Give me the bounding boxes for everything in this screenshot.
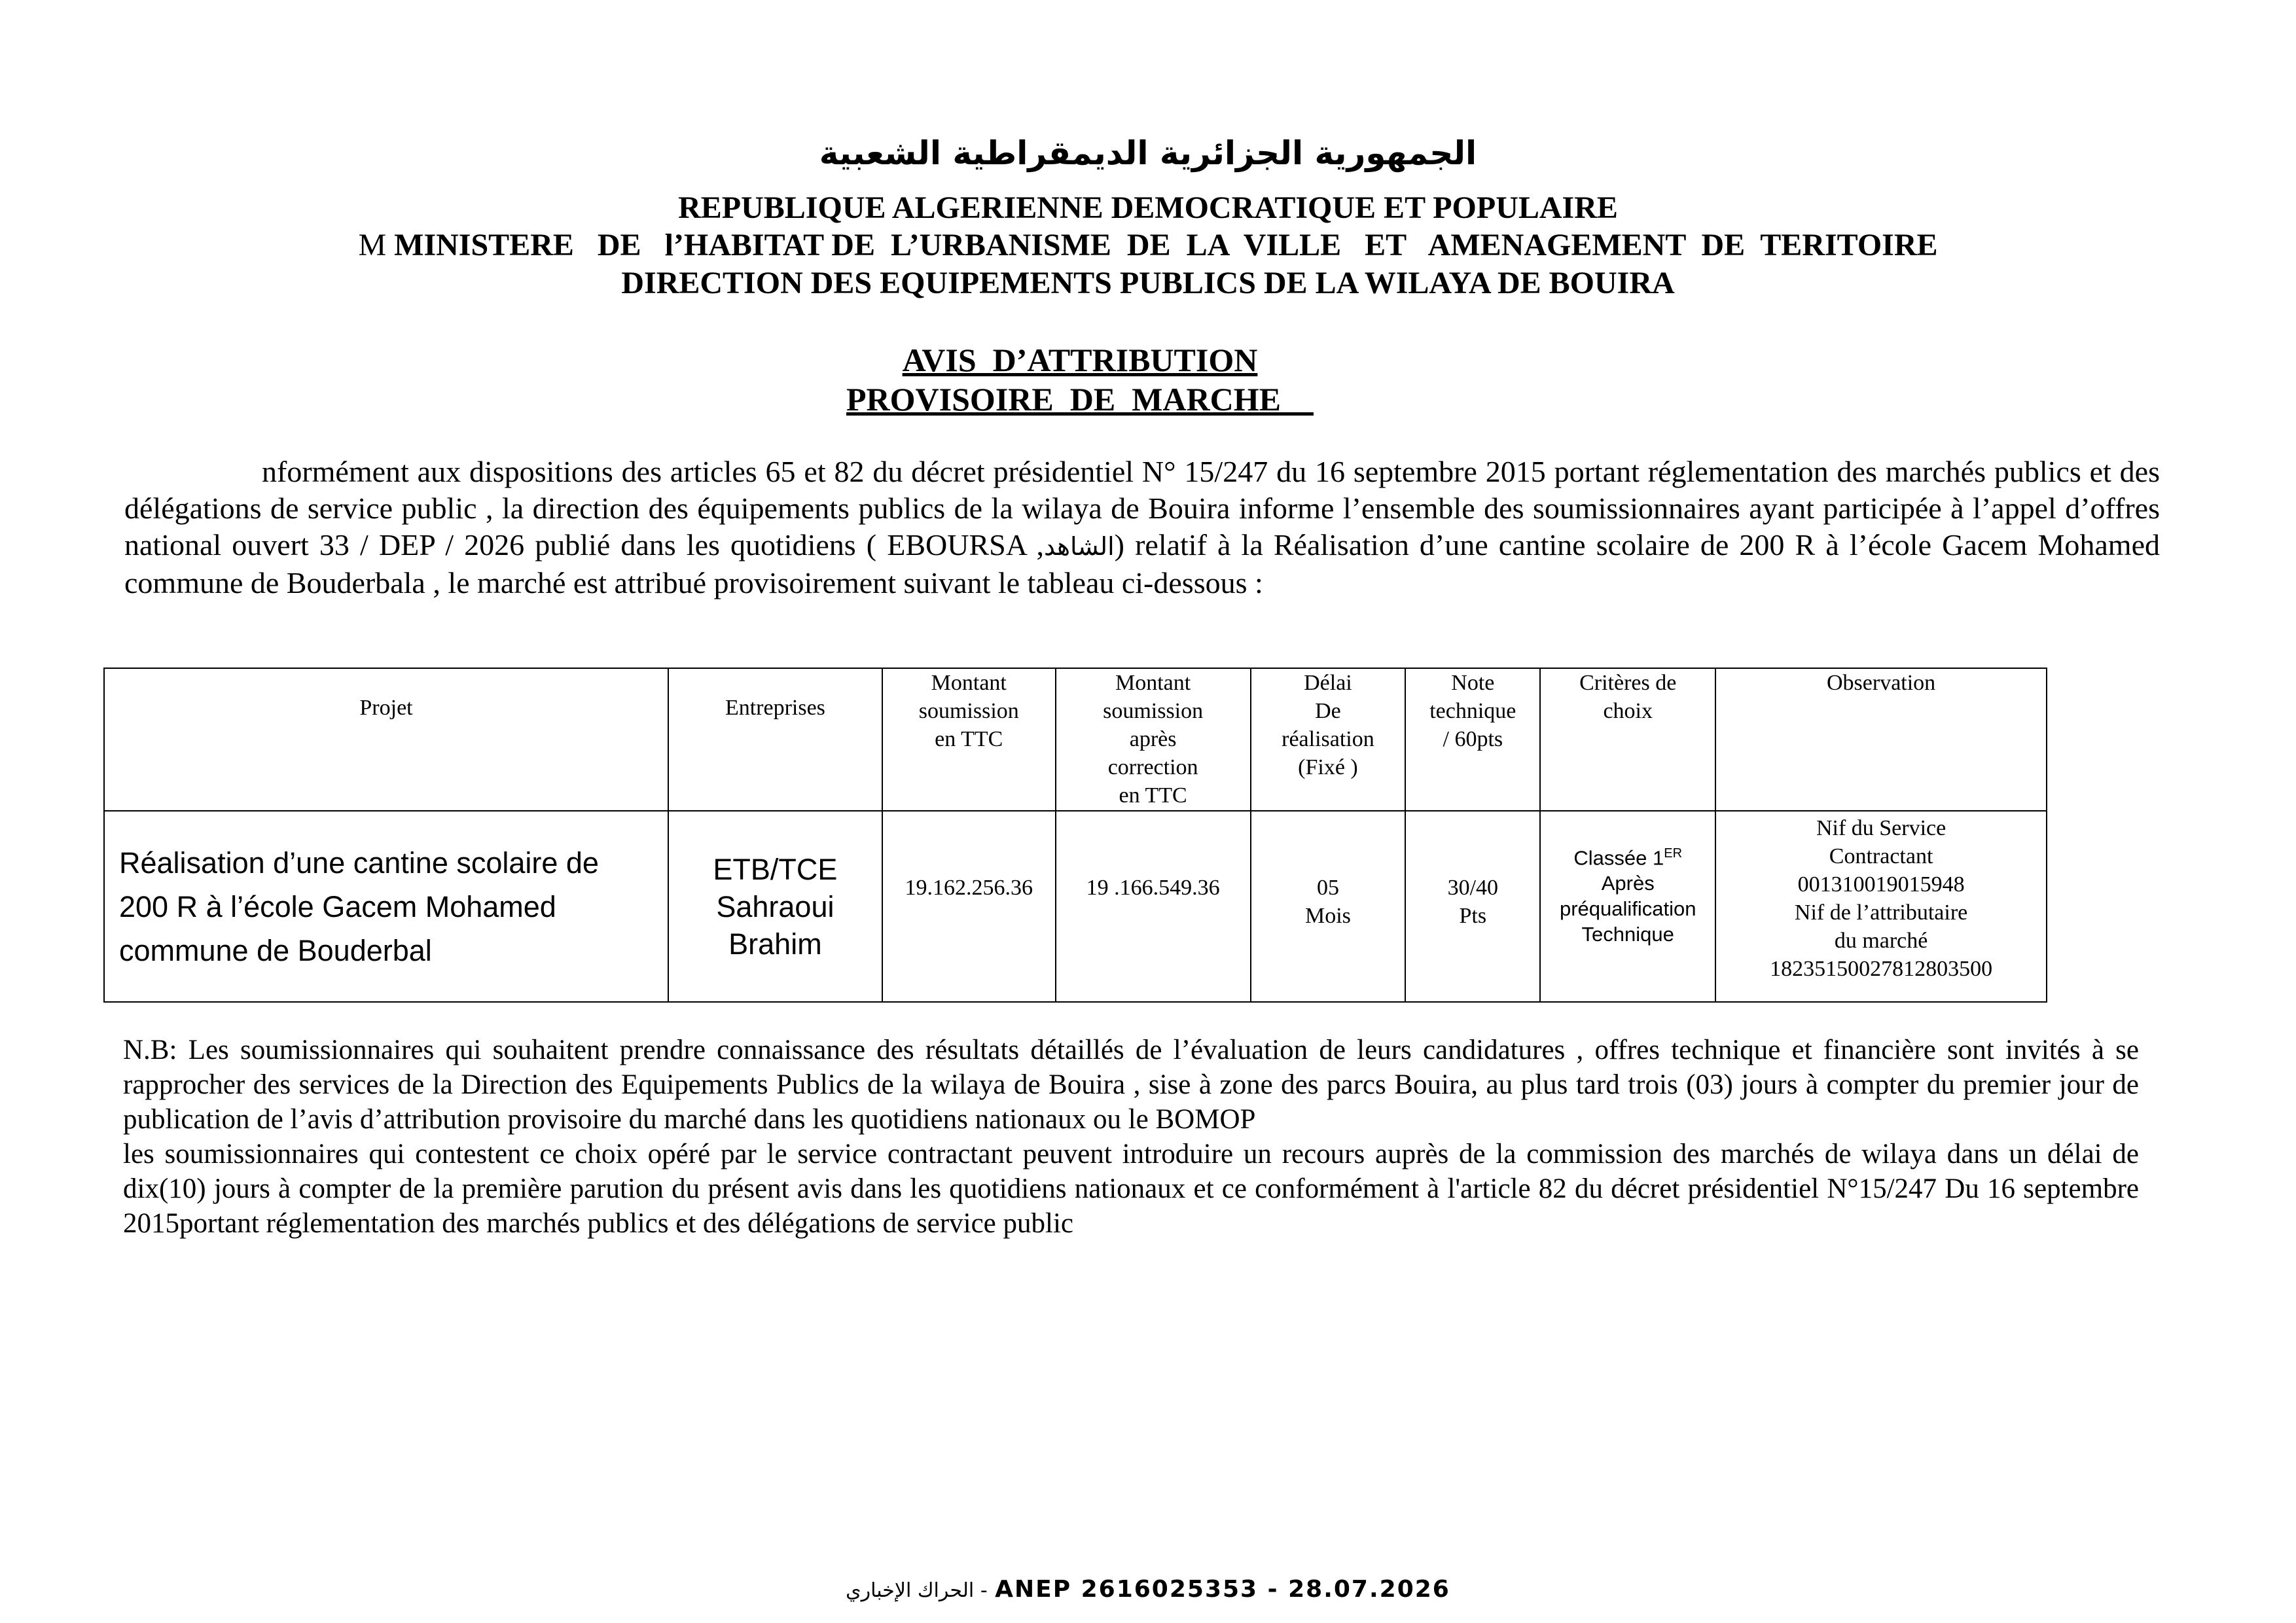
observation-line: Nif du Service (1816, 816, 1946, 840)
intro-text-part2: ) relatif à la Réalisation d’une cantine scolaire de 200 R à l’école Gacem Mohamed commune de Bouderbala , le marché est attribué provisoirement suivant le tableau ci-dessous : (124, 528, 2160, 599)
note-line: Pts (1459, 904, 1487, 928)
header-delai-line: réalisation (1282, 727, 1374, 751)
header-note (1405, 668, 1540, 811)
header-correction-line: après (1129, 727, 1177, 751)
footer-anep-code: ANEP 2616025353 - 28.07.2026 (995, 1576, 1450, 1603)
intro-arabic-newspaper: الشاهد (1044, 532, 1115, 561)
entreprise-line: Brahim (728, 927, 822, 961)
header-montant-corrige (1056, 668, 1251, 811)
intro-paragraph (124, 454, 2160, 601)
projet-line: Réalisation d’une cantine scolaire de (119, 846, 599, 880)
delai-line: Mois (1304, 904, 1351, 928)
arabic-state-title: الجمهورية الجزائرية الديمقراطية الشعبية (819, 134, 1477, 172)
criteres-line: préqualification (1559, 897, 1696, 921)
nb-paragraph-2: les soumissionnaires qui contestent ce choix opéré par le service contractant peuvent introduire un recours auprès de la commission des marchés de wilaya dans un délai de dix(10) jours à compter de la première parution du présent avis dans les quotidiens nationaux et ce conformément à l'article 82 du décret présidentiel N°15/247 Du 16 septembre 2015portant réglementation des marchés publics et des délégations de service public (123, 1139, 2139, 1239)
criteres-rank: Classée 1 (1573, 846, 1664, 870)
criteres-line: Technique (1581, 923, 1674, 946)
cell-montant: 19.162.256.36 (882, 811, 1056, 1002)
header-note-line: technique (1429, 699, 1516, 723)
delai-line: 05 (1316, 876, 1339, 900)
header-criteres (1540, 668, 1715, 811)
cell-delai (1251, 811, 1406, 1002)
header-entreprises: Entreprises (668, 668, 882, 811)
header-observation: Observation (1715, 668, 2047, 811)
notice-title-line1: AVIS D’ATTRIBUTION (902, 342, 1258, 378)
direction-title: DIRECTION DES EQUIPEMENTS PUBLICS DE LA WILAYA DE BOUIRA (621, 266, 1675, 300)
cell-montant-corrige: 19 .166.549.36 (1056, 811, 1251, 1002)
footer-reference (0, 1576, 2296, 1603)
header-projet: Projet (104, 668, 668, 811)
notice-title-line2: PROVISOIRE DE MARCHE (846, 381, 1314, 418)
header-note-line: Note (1451, 671, 1495, 695)
table-row (104, 811, 2047, 1002)
header-montant-line: en TTC (935, 727, 1003, 751)
header-delai-line: (Fixé ) (1298, 755, 1358, 779)
intro-text-part1: nformément aux dispositions des articles 65 et 82 du décret présidentiel N° 15/247 du 16 septembre 2015 portant réglementation des marchés publics et des délégations de service public , la direction des équipements publics de la wilaya de Bouira informe l’ensemble des soumissionnaires ayant participée à l’appel d’offres national ouvert 33 / DEP / 2026 publié dans les quotidiens ( EBOURSA , (124, 455, 2160, 562)
nb-section (123, 1033, 2139, 1241)
criteres-rank-suffix: ER (1664, 846, 1683, 861)
observation-line: 001310019015948 (1797, 872, 1965, 897)
header-correction-line: soumission (1103, 699, 1204, 723)
observation-line: Nif de l’attributaire (1794, 901, 1968, 925)
header-montant-line: soumission (918, 699, 1019, 723)
criteres-line: Après (1601, 872, 1655, 895)
cell-projet (104, 811, 668, 1002)
cell-criteres (1540, 811, 1715, 1002)
ministry-prefix: M (358, 228, 395, 262)
ministry-title (0, 227, 2296, 263)
observation-line: 18235150027812803500 (1770, 957, 1993, 981)
cell-entreprise (668, 811, 882, 1002)
projet-line: 200 R à l’école Gacem Mohamed (119, 889, 556, 923)
header-criteres-line: choix (1603, 699, 1653, 723)
header-note-line: / 60pts (1443, 727, 1503, 751)
header-montant (882, 668, 1056, 811)
header-delai-line: Délai (1304, 671, 1352, 695)
header-delai (1251, 668, 1406, 811)
ministry-name: MINISTERE DE l’HABITAT DE L’URBANISME DE LA VILLE ET AMENAGEMENT DE TERITOIRE (394, 228, 1938, 262)
note-line: 30/40 (1447, 876, 1499, 900)
notice-title (655, 340, 1505, 419)
table-header-row (104, 668, 2047, 811)
cell-observation (1715, 811, 2047, 1002)
header-delai-line: De (1315, 699, 1341, 723)
header-criteres-line: Critères de (1579, 671, 1677, 695)
cell-note (1405, 811, 1540, 1002)
observation-line: du marché (1834, 929, 1928, 953)
projet-line: commune de Bouderbal (119, 933, 432, 967)
header-correction-line: Montant (1115, 671, 1191, 695)
header-correction-line: correction (1107, 755, 1198, 779)
footer-arabic-newspaper: الحراك الإخباري - (846, 1579, 988, 1602)
criteres-line (1545, 841, 1711, 870)
observation-line: Contractant (1829, 844, 1933, 868)
attribution-table (103, 668, 2047, 1003)
header-correction-line: en TTC (1119, 783, 1187, 808)
entreprise-line: ETB/TCE (713, 852, 838, 886)
nb-paragraph-1: N.B: Les soumissionnaires qui souhaitent prendre connaissance des résultats détaillés de l’évaluation de leurs candidatures , offres technique et financière sont invités à se rapprocher des services de la Direction des Equipements Publics de la wilaya de Bouira , sise à zone des parcs Bouira, au plus tard trois (03) jours à compter du premier jour de publication de l’avis d’attribution provisoire du marché dans les quotidiens nationaux ou le BOMOP (123, 1035, 2139, 1135)
republic-title: REPUBLIQUE ALGERIENNE DEMOCRATIQUE ET POPULAIRE (678, 190, 1618, 225)
entreprise-line: Sahraoui (716, 889, 834, 923)
header-montant-line: Montant (931, 671, 1007, 695)
